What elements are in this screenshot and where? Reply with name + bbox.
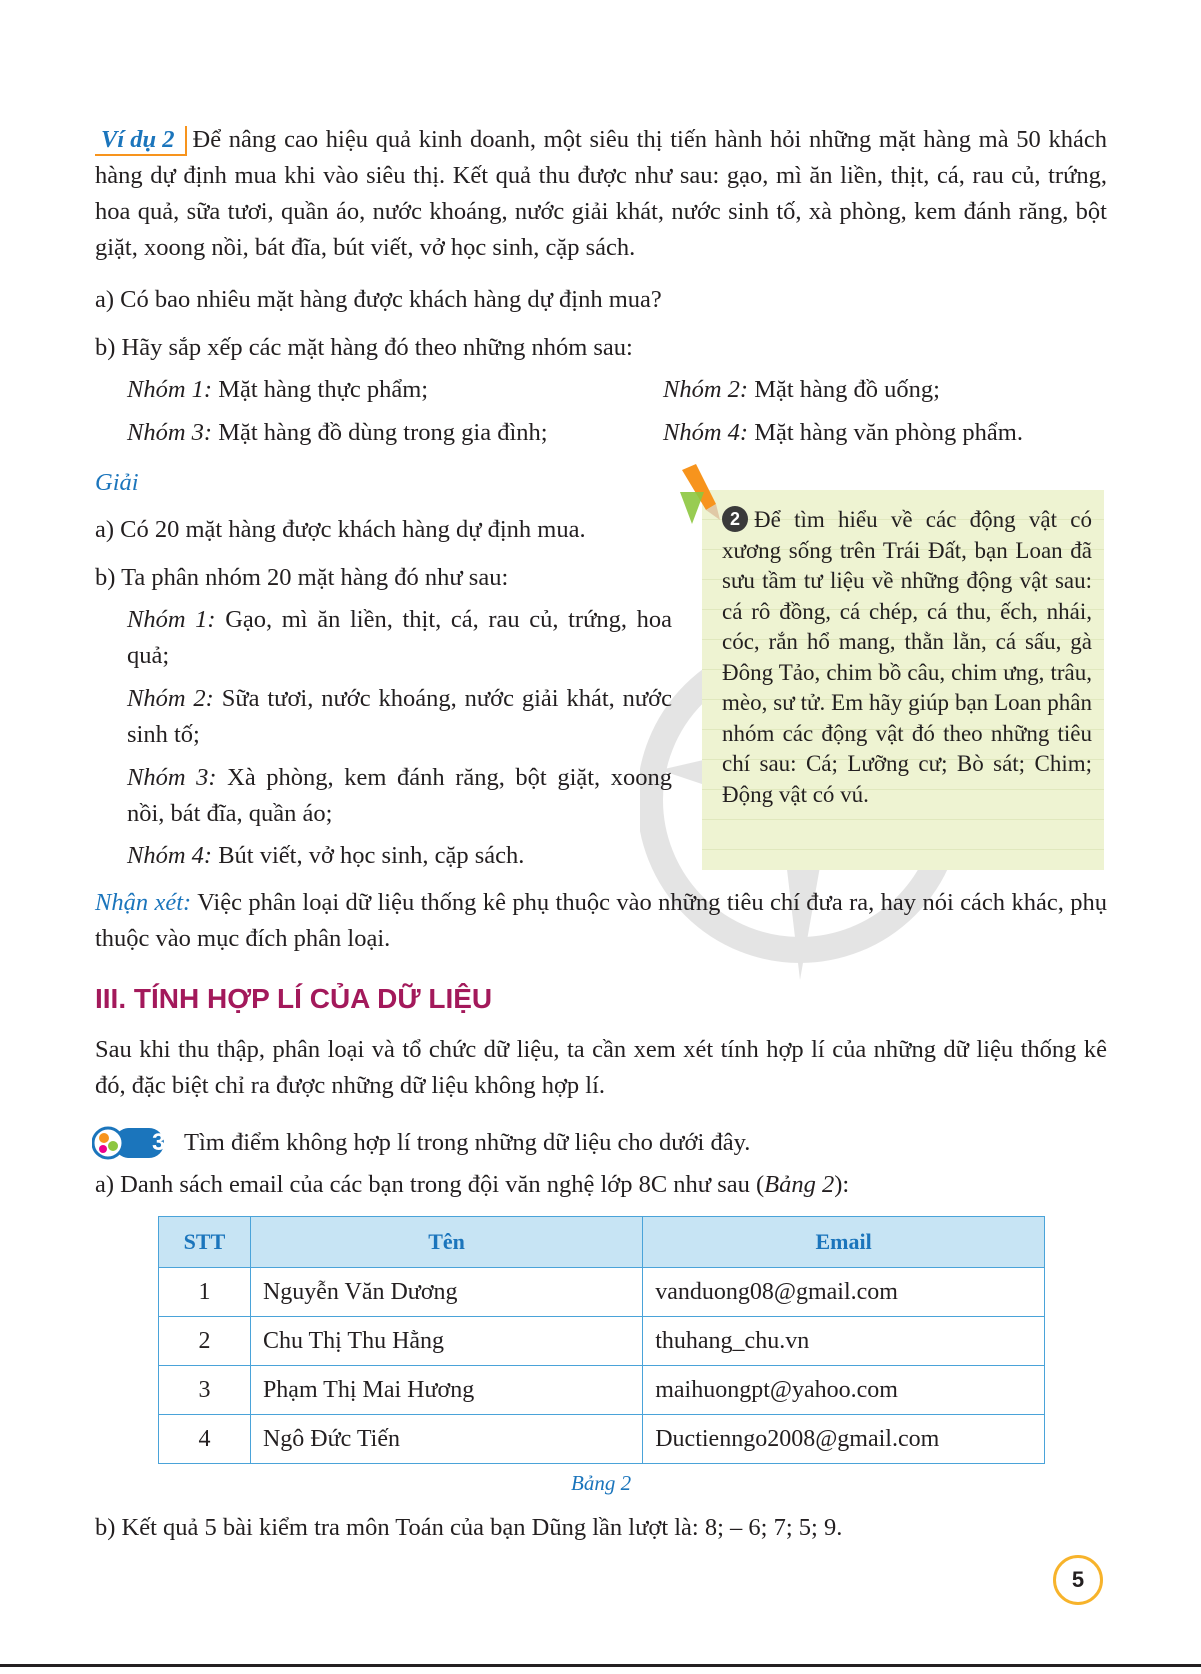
example-question-a: a) Có bao nhiêu mặt hàng được khách hàng dự định mua? (95, 286, 662, 313)
table-header-row (159, 1217, 1045, 1268)
table-caption: Bảng 2 (571, 1471, 632, 1495)
solution-group-2: Nhóm 2: Sữa tươi, nước khoáng, nước giải khát, nước sinh tố; (127, 685, 673, 748)
example-paragraph (95, 122, 1107, 266)
solution-b: b) Ta phân nhóm 20 mặt hàng đó như sau: (95, 564, 509, 591)
table-header-cell: Tên (250, 1217, 642, 1268)
activity-gears-icon (92, 1126, 186, 1160)
table-cell: thuhang_chu.vn (643, 1317, 1045, 1366)
example-question-b: b) Hãy sắp xếp các mặt hàng đó theo những nhóm sau: (95, 334, 633, 361)
example-group-3: Nhóm 3: Mặt hàng đồ dùng trong gia đình; (127, 419, 548, 446)
solution-group-1: Nhóm 1: Gạo, mì ăn liền, thịt, cá, rau củ, trứng, hoa quả; (127, 606, 672, 669)
table-cell: Nguyễn Văn Dương (250, 1268, 642, 1317)
page-number: 5 (1053, 1555, 1103, 1605)
email-table (158, 1216, 1045, 1464)
sidebox-body: Để tìm hiểu về các động vật có xương sống trên Trái Đất, bạn Loan đã sưu tầm tư liệu về những động vật sau: cá rô đồng, cá chép, cá thu, ếch, nhái, cóc, rắn hổ mang, thằn lằn, cá sấu, gà Đông Tảo, chim bồ câu, chim ưng, trâu, mèo, sư tử. Em hãy giúp bạn Loan phân nhóm các động vật đó theo những tiêu chí sau: Cá; Lưỡng cư; Bò sát; Chim; Động vật có vú. (722, 507, 1092, 807)
table-cell: vanduong08@gmail.com (643, 1268, 1045, 1317)
table-cell: Ductienngo2008@gmail.com (643, 1415, 1045, 1464)
activity-number: 3 (152, 1129, 166, 1156)
solution-heading: Giải (95, 469, 139, 496)
activity-b: b) Kết quả 5 bài kiểm tra môn Toán của bạn Dũng lần lượt là: 8; – 6; 7; 5; 9. (95, 1514, 843, 1541)
bottom-rule (0, 1664, 1201, 1667)
example-group-4: Nhóm 4: Mặt hàng văn phòng phẩm. (663, 419, 1023, 446)
table-cell: 3 (159, 1366, 251, 1415)
table-header-cell: STT (159, 1217, 251, 1268)
table-cell: Ngô Đức Tiến (250, 1415, 642, 1464)
table-row (159, 1415, 1045, 1464)
table-row (159, 1268, 1045, 1317)
table-cell: maihuongpt@yahoo.com (643, 1366, 1045, 1415)
table-row (159, 1317, 1045, 1366)
remark-paragraph (95, 885, 1107, 957)
example-tag: Ví dụ 2 (95, 126, 187, 156)
table-header-cell: Email (643, 1217, 1045, 1268)
remark-label: Nhận xét: (95, 889, 192, 916)
solution-a: a) Có 20 mặt hàng được khách hàng dự định mua. (95, 516, 586, 543)
table-cell: 2 (159, 1317, 251, 1366)
example-body: Để nâng cao hiệu quả kinh doanh, một siêu thị tiến hành hỏi những mặt hàng mà 50 khách hàng dự định mua khi vào siêu thị. Kết quả thu được như sau: gạo, mì ăn liền, thịt, cá, rau củ, trứng, hoa quả, sữa tươi, quần áo, nước khoáng, nước giải khát, nước sinh tố, xà phòng, kem đánh răng, bột giặt, xoong nồi, bát đĩa, bút viết, vở học sinh, cặp sách. (95, 126, 1107, 261)
sidebox-number-badge: 2 (722, 506, 748, 532)
sidebox-text (722, 505, 1092, 810)
table-cell: Phạm Thị Mai Hương (250, 1366, 642, 1415)
example-group-1: Nhóm 1: Mặt hàng thực phẩm; (127, 376, 429, 403)
section-intro: Sau khi thu thập, phân loại và tổ chức dữ liệu, ta cần xem xét tính hợp lí của những dữ liệu thống kê đó, đặc biệt chỉ ra được những dữ liệu không hợp lí. (95, 1036, 1107, 1099)
solution-group-3: Nhóm 3: Xà phòng, kem đánh răng, bột giặt, xoong nồi, bát đĩa, quần áo; (127, 764, 673, 827)
section-title: III. TÍNH HỢP LÍ CỦA DỮ LIỆU (95, 983, 493, 1014)
table-cell: Chu Thị Thu Hằng (250, 1317, 642, 1366)
table-cell: 4 (159, 1415, 251, 1464)
solution-group-4: Nhóm 4: Bút viết, vở học sinh, cặp sách. (127, 842, 525, 869)
activity-a: a) Danh sách email của các bạn trong đội văn nghệ lớp 8C như sau (Bảng 2): (95, 1171, 850, 1198)
table-row (159, 1366, 1045, 1415)
activity-text: Tìm điểm không hợp lí trong những dữ liệu cho dưới đây. (184, 1129, 751, 1156)
example-group-2: Nhóm 2: Mặt hàng đồ uống; (663, 376, 940, 403)
remark-text: Việc phân loại dữ liệu thống kê phụ thuộc vào những tiêu chí đưa ra, hay nói cách khác, phụ thuộc vào mục đích phân loại. (95, 889, 1107, 952)
pen-icon (676, 462, 728, 526)
table-cell: 1 (159, 1268, 251, 1317)
